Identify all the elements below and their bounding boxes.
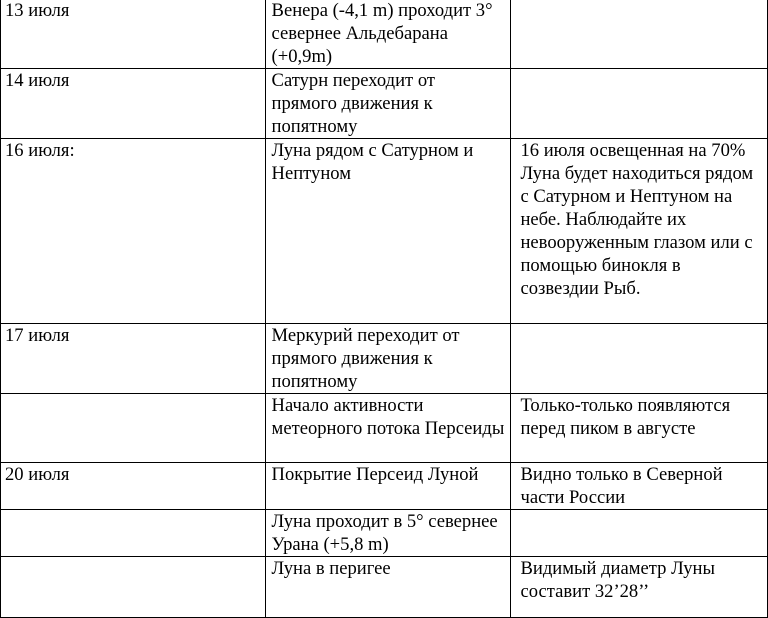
date-cell: 20 июля <box>1 463 266 510</box>
table-row <box>1 324 768 394</box>
event-cell: Начало активности метеорного потока Персеиды <box>265 394 511 463</box>
event-cell: Луна в перигее <box>265 557 511 618</box>
date-cell: 13 июля <box>1 0 266 69</box>
note-cell <box>511 324 768 394</box>
event-cell: Сатурн переходит от прямого движения к попятному <box>265 69 511 139</box>
note-cell: Видно только в Северной части России <box>511 463 768 510</box>
date-cell <box>1 510 266 557</box>
note-cell: 16 июля освещенная на 70% Луна будет находиться рядом с Сатурном и Нептуном на небе. Наблюдайте их невооруженным глазом или с помощью бинокля в созвездии Рыб. <box>511 139 768 324</box>
note-cell <box>511 510 768 557</box>
table-row <box>1 510 768 557</box>
table-row <box>1 69 768 139</box>
date-cell <box>1 394 266 463</box>
event-cell: Венера (-4,1 m) проходит 3° севернее Альдебарана (+0,9m) <box>265 0 511 69</box>
event-cell: Луна проходит в 5° севернее Урана (+5,8 m) <box>265 510 511 557</box>
note-cell: Только-только появляются перед пиком в августе <box>511 394 768 463</box>
date-cell <box>1 557 266 618</box>
note-cell <box>511 69 768 139</box>
note-cell: Видимый диаметр Луны составит 32’28’’ <box>511 557 768 618</box>
table-row <box>1 557 768 618</box>
table-row <box>1 394 768 463</box>
event-cell: Луна рядом с Сатурном и Нептуном <box>265 139 511 324</box>
date-cell: 17 июля <box>1 324 266 394</box>
note-cell <box>511 0 768 69</box>
date-cell: 14 июля <box>1 69 266 139</box>
date-cell: 16 июля: <box>1 139 266 324</box>
event-cell: Меркурий переходит от прямого движения к попятному <box>265 324 511 394</box>
table-row <box>1 139 768 324</box>
table-row <box>1 0 768 69</box>
table-row <box>1 463 768 510</box>
event-cell: Покрытие Персеид Луной <box>265 463 511 510</box>
